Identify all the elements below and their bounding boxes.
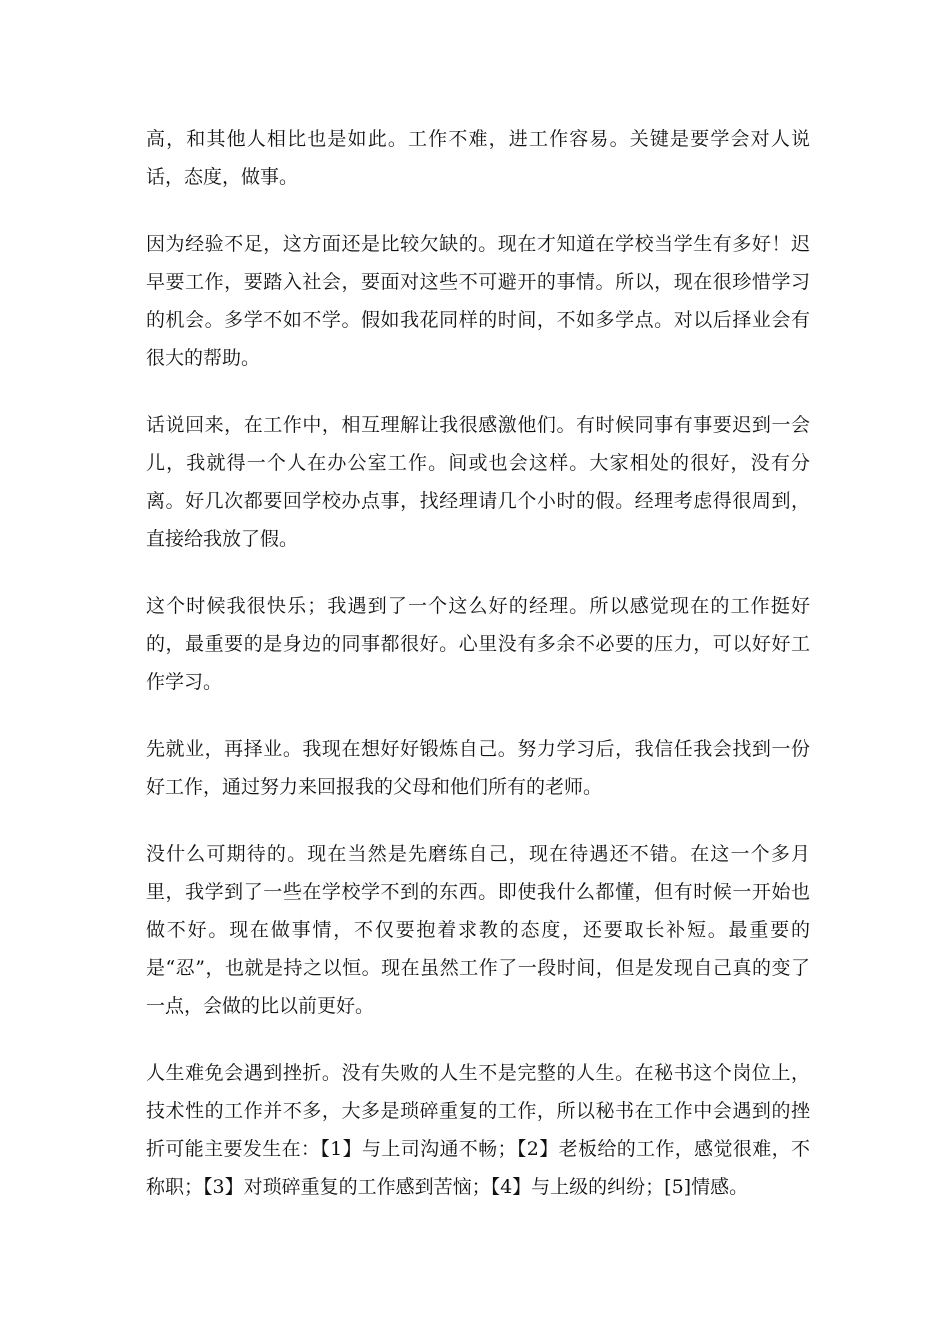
paragraph-3: 话说回来，在工作中，相互理解让我很感激他们。有时候同事有事要迟到一会儿，我就得一个人在办公室工作。间或也会这样。大家相处的很好，没有分离。好几次都要回学校办点事，找经理请几个小时的假。经理考虑得很周到，直接给我放了假。 [146,414,810,550]
paragraph-6: 没什么可期待的。现在当然是先磨练自己，现在待遇还不错。在这一个多月里，我学到了一些在学校学不到的东西。即使我什么都懂，但有时候一开始也做不好。现在做事情，不仅要抱着求教的态度，还要取长补短。最重要的是“忍”，也就是持之以恒。现在虽然工作了一段时间，但是发现自己真的变了一点，会做的比以前更好。 [146,843,810,1017]
paragraph-4: 这个时候我很快乐；我遇到了一个这么好的经理。所以感觉现在的工作挺好的，最重要的是身边的同事都很好。心里没有多余不必要的压力，可以好好工作学习。 [146,595,810,693]
paragraph-7: 人生难免会遇到挫折。没有失败的人生不是完整的人生。在秘书这个岗位上，技术性的工作并不多，大多是琐碎重复的工作，所以秘书在工作中会遇到的挫折可能主要发生在：【1】与上司沟通不畅；【2】老板给的工作，感觉很难，不称职；【3】对琐碎重复的工作感到苦恼；【4】与上级的纠纷；[5]情感。 [146,1062,810,1198]
paragraph-2: 因为经验不足，这方面还是比较欠缺的。现在才知道在学校当学生有多好！迟早要工作，要踏入社会，要面对这些不可避开的事情。所以，现在很珍惜学习的机会。多学不如不学。假如我花同样的时间，不如多学点。对以后择业会有很大的帮助。 [146,233,810,369]
paragraph-5: 先就业，再择业。我现在想好好锻炼自己。努力学习后，我信任我会找到一份好工作，通过努力来回报我的父母和他们所有的老师。 [146,738,810,798]
paragraph-1: 高，和其他人相比也是如此。工作不难，进工作容易。关键是要学会对人说话，态度，做事。 [146,128,810,188]
document-body [146,120,810,1235]
